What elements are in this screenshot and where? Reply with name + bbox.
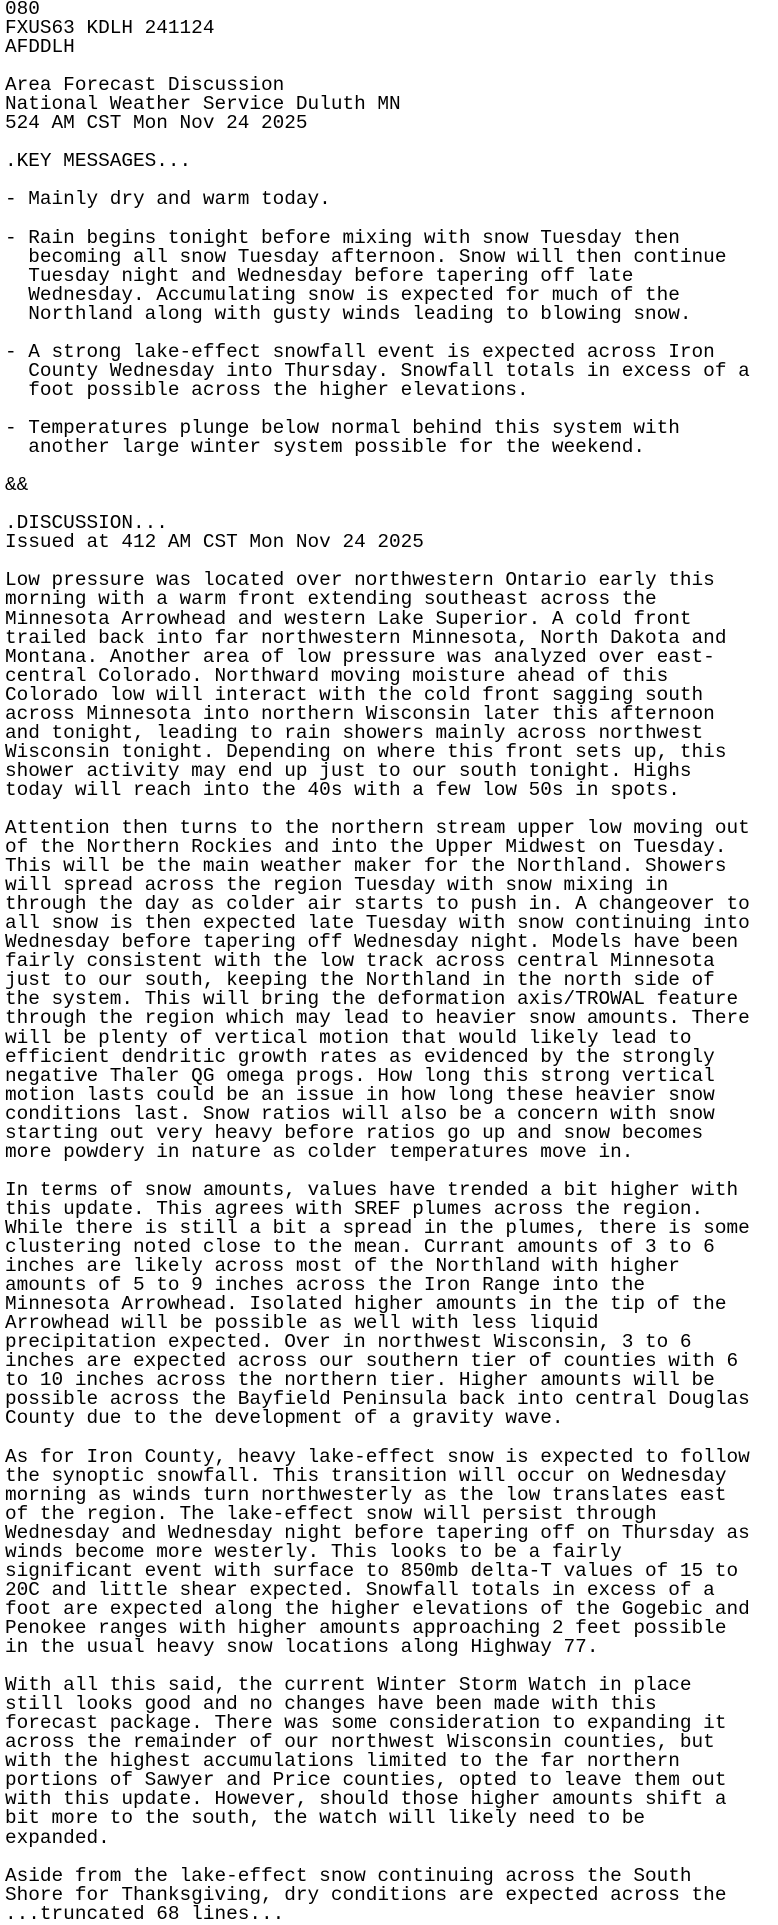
text-line: forecast package. There was some consideration to expanding it: [5, 1712, 727, 1735]
text-line: shower activity may end up just to our south tonight. Highs: [5, 759, 692, 782]
text-line: today will reach into the 40s with a few low 50s in spots.: [5, 778, 680, 801]
text-line: with the highest accumulations limited to the far northern: [5, 1750, 680, 1773]
blank-line: [5, 324, 778, 343]
blank-line: [5, 210, 778, 229]
text-line: Minnesota Arrowhead. Isolated higher amounts in the tip of the: [5, 1293, 727, 1316]
text-line: 080: [5, 0, 40, 20]
text-line: inches are expected across our southern tier of counties with 6: [5, 1350, 739, 1373]
text-line: Area Forecast Discussion: [5, 74, 285, 97]
text-line: Wisconsin tonight. Depending on where this front sets up, this: [5, 740, 727, 763]
text-line: Wednesday. Accumulating snow is expected for much of the: [5, 283, 680, 306]
text-line: This will be the main weather maker for the Northland. Showers: [5, 855, 727, 878]
text-line: amounts of 5 to 9 inches across the Iron Range into the: [5, 1274, 645, 1297]
text-line: portions of Sawyer and Price counties, opted to leave them out: [5, 1769, 727, 1792]
text-line: - Rain begins tonight before mixing with snow Tuesday then: [5, 226, 680, 249]
text-line: Penokee ranges with higher amounts approaching 2 feet possible: [5, 1616, 727, 1639]
text-line: Minnesota Arrowhead and western Lake Superior. A cold front: [5, 607, 692, 630]
text-line: and tonight, leading to rain showers mainly across northwest: [5, 721, 704, 744]
text-line: becoming all snow Tuesday afternoon. Snow will then continue: [5, 245, 727, 268]
text-line: significant event with surface to 850mb delta-T values of 15 to: [5, 1559, 739, 1582]
text-line: Shore for Thanksgiving, dry conditions are expected across the: [5, 1883, 727, 1906]
text-line: AFDDLH: [5, 36, 75, 59]
text-line: precipitation expected. Over in northwest Wisconsin, 3 to 6: [5, 1331, 692, 1354]
text-line: While there is still a bit a spread in the plumes, there is some: [5, 1217, 750, 1239]
text-line: - Temperatures plunge below normal behind this system with: [5, 417, 680, 440]
text-line: conditions last. Snow ratios will also be a concern with snow: [5, 1102, 715, 1125]
text-line: through the day as colder air starts to push in. A changeover to: [5, 893, 750, 916]
text-line: - Mainly dry and warm today.: [5, 188, 331, 211]
text-line: will be plenty of vertical motion that would likely lead to: [5, 1026, 692, 1049]
text-line: possible across the Bayfield Peninsula back into central Douglas: [5, 1388, 750, 1411]
text-line: across Minnesota into northern Wisconsin later this afternoon: [5, 702, 715, 725]
text-line: another large winter system possible for the weekend.: [5, 436, 645, 459]
text-line: National Weather Service Duluth MN: [5, 93, 401, 116]
text-line: of the Northern Rockies and into the Upper Midwest on Tuesday.: [5, 836, 727, 859]
text-line: ...truncated 68 lines...: [5, 1902, 285, 1925]
text-line: Low pressure was located over northwestern Ontario early this: [5, 569, 715, 592]
blank-line: [5, 457, 778, 476]
text-line: across the remainder of our northwest Wisconsin counties, but: [5, 1731, 715, 1754]
text-line: trailed back into far northwestern Minnesota, North Dakota and: [5, 626, 727, 649]
text-line: As for Iron County, heavy lake-effect snow is expected to follow: [5, 1445, 750, 1468]
text-line: Wednesday before tapering off Wednesday night. Models have been: [5, 931, 739, 954]
text-line: morning with a warm front extending southeast across the: [5, 588, 657, 611]
text-line: Wednesday and Wednesday night before tapering off on Thursday as: [5, 1521, 750, 1544]
text-line: with this update. However, should those higher amounts shift a: [5, 1788, 727, 1811]
text-line: fairly consistent with the low track across central Minnesota: [5, 950, 715, 973]
text-line: Attention then turns to the northern stream upper low moving out: [5, 817, 750, 840]
text-line: in the usual heavy snow locations along Highway 77.: [5, 1636, 599, 1659]
text-line: 524 AM CST Mon Nov 24 2025: [5, 112, 308, 135]
text-line: motion lasts could be an issue in how long these heavier snow: [5, 1083, 715, 1106]
text-line: this update. This agrees with SREF plumes across the region.: [5, 1197, 704, 1220]
text-line: bit more to the south, the watch will likely need to be: [5, 1807, 645, 1830]
text-line: expanded.: [5, 1826, 110, 1849]
text-line: still looks good and no changes have been made with this: [5, 1693, 657, 1716]
text-line: Aside from the lake-effect snow continuing across the South: [5, 1864, 692, 1887]
text-line: starting out very heavy before ratios go up and snow becomes: [5, 1121, 704, 1144]
text-line: more powdery in nature as colder temperatures move in.: [5, 1140, 634, 1163]
text-line: &&: [5, 474, 29, 497]
text-line: .DISCUSSION...: [5, 512, 168, 535]
text-line: County Wednesday into Thursday. Snowfall totals in excess of a: [5, 359, 750, 382]
text-line: to 10 inches across the northern tier. Higher amounts will be: [5, 1369, 715, 1392]
text-line: foot are expected along the higher elevations of the Gogebic and: [5, 1597, 750, 1620]
text-line: all snow is then expected late Tuesday with snow continuing into: [5, 912, 750, 935]
text-line: the synoptic snowfall. This transition will occur on Wednesday: [5, 1464, 727, 1487]
text-line: central Colorado. Northward moving moisture ahead of this: [5, 664, 669, 687]
text-line: County due to the development of a gravity wave.: [5, 1407, 564, 1430]
text-line: efficient dendritic growth rates as evidenced by the strongly: [5, 1045, 715, 1068]
text-line: With all this said, the current Winter Storm Watch in place: [5, 1674, 692, 1697]
text-line: Northland along with gusty winds leading to blowing snow.: [5, 302, 692, 325]
text-line: winds become more westerly. This looks to be a fairly: [5, 1540, 622, 1563]
text-line: In terms of snow amounts, values have trended a bit higher with: [5, 1178, 739, 1201]
text-line: clustering noted close to the mean. Currant amounts of 3 to 6: [5, 1236, 715, 1259]
blank-line: [5, 1848, 778, 1867]
text-line: Montana. Another area of low pressure was analyzed over east-: [5, 645, 715, 668]
text-line: Issued at 412 AM CST Mon Nov 24 2025: [5, 531, 424, 554]
text-line: the system. This will bring the deformation axis/TROWAL feature: [5, 988, 739, 1011]
text-line: foot possible across the higher elevations.: [5, 378, 529, 401]
text-line: negative Thaler QG omega progs. How long this strong vertical: [5, 1064, 715, 1087]
text-line: inches are likely across most of the Northland with higher: [5, 1255, 680, 1278]
text-line: 20C and little shear expected. Snowfall totals in excess of a: [5, 1578, 715, 1601]
text-line: FXUS63 KDLH 241124: [5, 17, 215, 40]
text-line: Colorado low will interact with the cold front sagging south: [5, 683, 704, 706]
text-line: Arrowhead will be possible as well with less liquid: [5, 1312, 599, 1335]
blank-line: [5, 1429, 778, 1448]
text-line: morning as winds turn northwesterly as the low translates east: [5, 1483, 727, 1506]
text-line: will spread across the region Tuesday with snow mixing in: [5, 874, 669, 897]
text-line: of the region. The lake-effect snow will persist through: [5, 1502, 657, 1525]
text-line: just to our south, keeping the Northland in the north side of: [5, 969, 715, 992]
text-line: .KEY MESSAGES...: [5, 150, 192, 173]
text-line: through the region which may lead to heavier snow amounts. There: [5, 1007, 750, 1030]
text-line: - A strong lake-effect snowfall event is expected across Iron: [5, 340, 715, 363]
text-line: Tuesday night and Wednesday before tapering off late: [5, 264, 634, 287]
